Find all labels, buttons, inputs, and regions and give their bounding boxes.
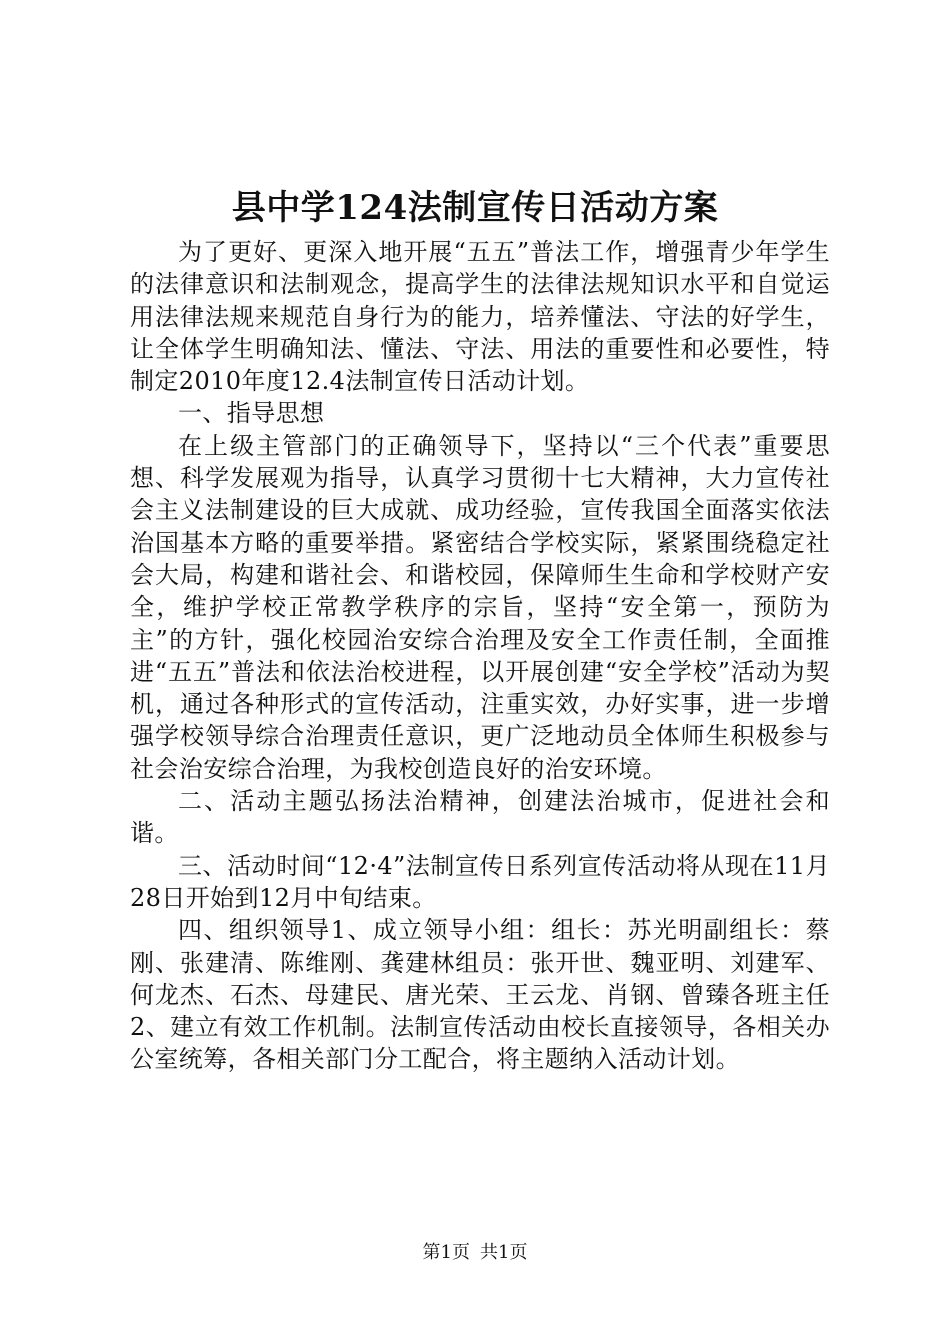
organization-paragraph: 四、组织领导1、成立领导小组：组长：苏光明副组长：蔡刚、张建清、陈维刚、龚建林组员：张开世、魏亚明、刘建军、何龙杰、石杰、母建民、唐光荣、王云龙、肖钢、曾臻各班主任2、建立有效工作机制。法制宣传活动由校长直接领导，各相关办公室统筹，各相关部门分工配合，将主题纳入活动计划。 <box>130 916 830 1074</box>
page-total: 共1页 <box>480 1242 528 1263</box>
document-body <box>130 236 830 1076</box>
activity-time-paragraph: 三、活动时间“12·4”法制宣传日系列宣传活动将从现在11月28日开始到12月中旬结束。 <box>130 851 830 912</box>
page-number: 第1页 <box>422 1242 470 1263</box>
intro-paragraph: 为了更好、更深入地开展“五五”普法工作，增强青少年学生的法律意识和法制观念，提高学生的法律法规知识水平和自觉运用法律法规来规范自身行为的能力，培养懂法、守法的好学生，让全体学生明确知法、懂法、守法、用法的重要性和必要性，特制定2010年度12.4法制宣传日活动计划。 <box>130 238 830 396</box>
section-heading-guiding-thought: 一、指导思想 <box>178 399 325 428</box>
guiding-thought-paragraph: 在上级主管部门的正确领导下，坚持以“三个代表”重要思想、科学发展观为指导，认真学习贯彻十七大精神，大力宣传社会主义法制建设的巨大成就、成功经验，宣传我国全面落实依法治国基本方略的重要举措。紧密结合学校实际，紧紧围绕稳定社会大局，构建和谐社会、和谐校园，保障师生生命和学校财产安全，维护学校正常教学秩序的宗旨，坚持“安全第一，预防为主”的方针，强化校园治安综合治理及安全工作责任制，全面推进“五五”普法和依法治校进程，以开展创建“安全学校”活动为契机，通过各种形式的宣传活动，注重实效，办好实事，进一步增强学校领导综合治理责任意识，更广泛地动员全体师生积极参与社会治安综合治理，为我校创造良好的治安环境。 <box>130 431 830 783</box>
page-footer <box>0 1240 950 1266</box>
document-title: 县中学124法制宣传日活动方案 <box>231 188 719 228</box>
activity-theme-paragraph: 二、活动主题弘扬法治精神，创建法治城市，促进社会和谐。 <box>130 787 830 848</box>
